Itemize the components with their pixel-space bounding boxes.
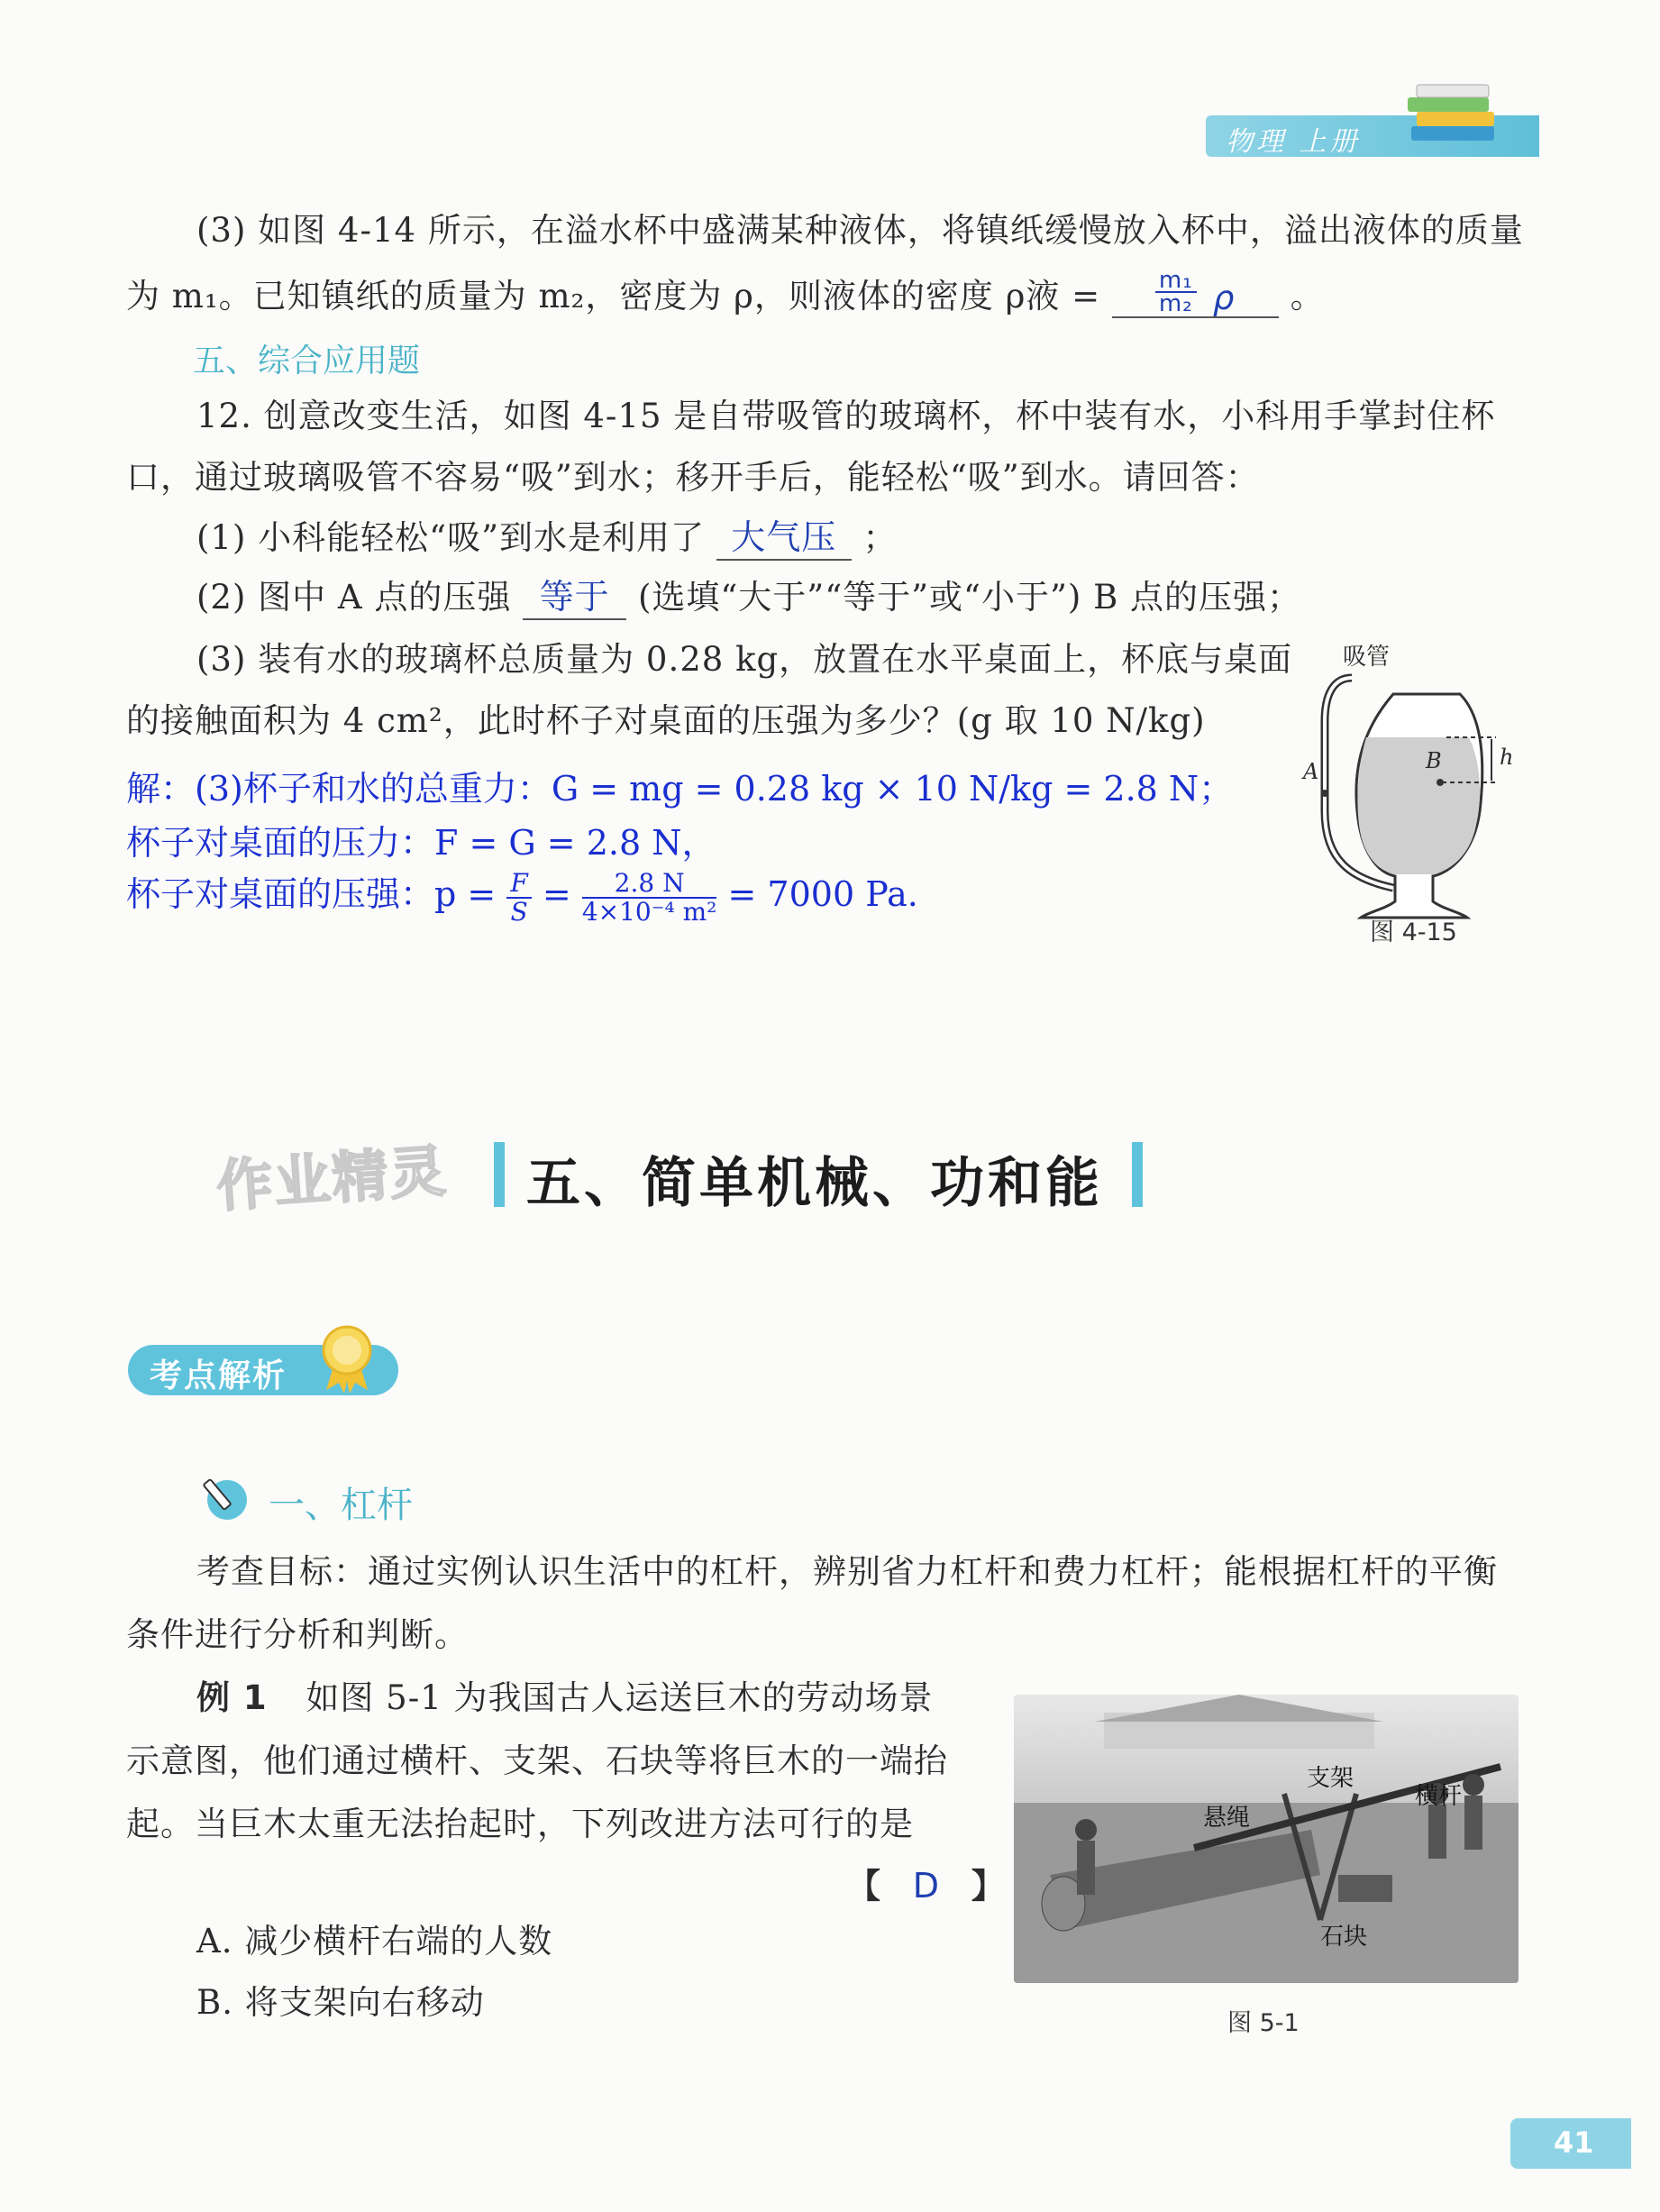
example1-label: 例 1	[196, 1678, 268, 1717]
pencil-icon	[200, 1469, 254, 1523]
q12-solution-line3	[126, 867, 918, 926]
q12-part1-end: ；	[862, 518, 898, 557]
q12-part1-text: (1) 小科能轻松“吸”到水是利用了	[196, 518, 706, 557]
label-crossbar: 横杆	[1415, 1783, 1463, 1810]
option-a: A. 减少横杆右端的人数	[196, 1922, 553, 1961]
q12-part3-line2: 的接触面积为 4 cm²，此时杯子对桌面的压强为多少？(g 取 10 N/kg)	[126, 701, 1206, 740]
lever-goal-line2: 条件进行分析和判断。	[126, 1615, 469, 1654]
lever-goal-line1: 考查目标：通过实例认识生活中的杠杆，辨别省力杠杆和费力杠杆；能根据杠杆的平衡	[196, 1552, 1498, 1591]
example1-line2: 示意图，他们通过横杆、支架、石块等将巨木的一端抬	[126, 1741, 948, 1780]
banner-bar-left	[494, 1142, 505, 1207]
banner-bar-right	[1132, 1142, 1143, 1207]
q11-answer-num: m₁	[1155, 270, 1197, 293]
q12-part3-line1: (3) 装有水的玻璃杯总质量为 0.28 kg，放置在水平桌面上，杯底与桌面	[196, 640, 1293, 679]
log-transport-illustration	[1014, 1695, 1519, 1983]
key-points-label: 考点解析	[150, 1357, 287, 1394]
point-a-label: A	[1303, 759, 1319, 784]
label-frame: 支架	[1307, 1765, 1354, 1792]
q12-part2-text: (2) 图中 A 点的压强	[196, 578, 512, 617]
q11-part3-line1: (3) 如图 4-14 所示，在溢水杯中盛满某种液体，将镇纸缓慢放入杯中，溢出液体的质量	[196, 211, 1524, 250]
figure-5-1	[1014, 1695, 1519, 1983]
chapter-banner	[494, 1140, 1143, 1215]
q11-part3-line2	[126, 267, 1325, 318]
figure-5-1-caption: 图 5-1	[1227, 2009, 1300, 2037]
page-number-tab	[1510, 2118, 1631, 2169]
q11-part3-period: 。	[1290, 277, 1325, 315]
answer-choice: D	[912, 1866, 941, 1906]
q12-fraction-fs-den: S	[510, 896, 528, 927]
example1-line3: 起。当巨木太重无法抬起时，下列改进方法可行的是	[126, 1805, 914, 1843]
height-h-label: h	[1500, 745, 1514, 770]
q12-solution-line2: 杯子对桌面的压力：F = G = 2.8 N，	[126, 823, 716, 863]
section-title-comprehensive: 五、综合应用题	[193, 343, 421, 379]
example1-text1: 如图 5-1 为我国古人运送巨木的劳动场景	[306, 1678, 934, 1717]
q12-stem-line1: 12. 创意改变生活，如图 4-15 是自带吸管的玻璃杯，杯中装有水，小科用手掌封住杯	[196, 397, 1496, 435]
medal-icon	[315, 1321, 379, 1394]
chapter-title: 五、简单机械、功和能	[526, 1152, 1103, 1215]
q12-fraction-values-num: 2.8 N	[582, 870, 717, 899]
page-number: 41	[1554, 2125, 1594, 2160]
q11-answer-den: m₂	[1158, 290, 1193, 317]
lever-heading: 一、杠杆	[269, 1485, 413, 1526]
option-b: B. 将支架向右移动	[196, 1983, 485, 2022]
point-b-label: B	[1426, 748, 1442, 773]
q11-part3-line2-text: 为 m₁。已知镇纸的质量为 m₂，密度为 ρ，则液体的密度 ρ液 =	[126, 277, 1101, 315]
q11-answer-rho: ρ	[1212, 279, 1236, 317]
q11-answer-fraction	[1155, 267, 1197, 317]
figure-4-15-caption: 图 4-15	[1370, 919, 1457, 946]
books-icon	[1404, 83, 1503, 146]
q12-part1	[196, 516, 898, 561]
straw-label: 吸管	[1343, 644, 1391, 671]
glass-with-straw-diagram	[1307, 631, 1541, 937]
q12-fraction-fs-num: F	[506, 870, 531, 899]
q12-solution-line3-text: 杯子对桌面的压强：p =	[126, 874, 497, 914]
q12-solution-result: = 7000 Pa.	[727, 874, 918, 914]
figure-4-15	[1303, 631, 1541, 937]
example1-line1	[196, 1677, 934, 1720]
q12-part2-rest: (选填“大于”“等于”或“小于”) B 点的压强；	[637, 578, 1302, 617]
q12-part1-answer: 大气压	[716, 516, 852, 561]
q12-solution-line1: 解：(3)杯子和水的总重力：G = mg = 0.28 kg × 10 N/kg = 2.8 N；	[126, 769, 1234, 809]
label-rope: 悬绳	[1203, 1805, 1251, 1832]
q12-fraction-values-den: 4×10⁻⁴ m²	[581, 896, 717, 927]
answer-bracket-right: 】	[971, 1866, 1006, 1906]
label-stone: 石块	[1320, 1924, 1368, 1951]
q12-part2-answer: 等于	[523, 575, 626, 620]
example1-answer	[847, 1864, 1006, 1908]
answer-bracket-left: 【	[847, 1866, 881, 1906]
q12-solution-fraction-values	[581, 867, 717, 927]
q12-solution-equals: =	[542, 874, 571, 914]
header-label: 物理 上册	[1226, 126, 1361, 158]
q12-part2	[196, 575, 1301, 620]
q12-solution-fraction-fs	[506, 867, 531, 927]
watermark-logo: 作业精灵	[214, 1138, 450, 1220]
q11-answer-blank	[1112, 267, 1279, 318]
q12-stem-line2: 口，通过玻璃吸管不容易“吸”到水；移开手后，能轻松“吸”到水。请回答：	[126, 458, 1260, 497]
